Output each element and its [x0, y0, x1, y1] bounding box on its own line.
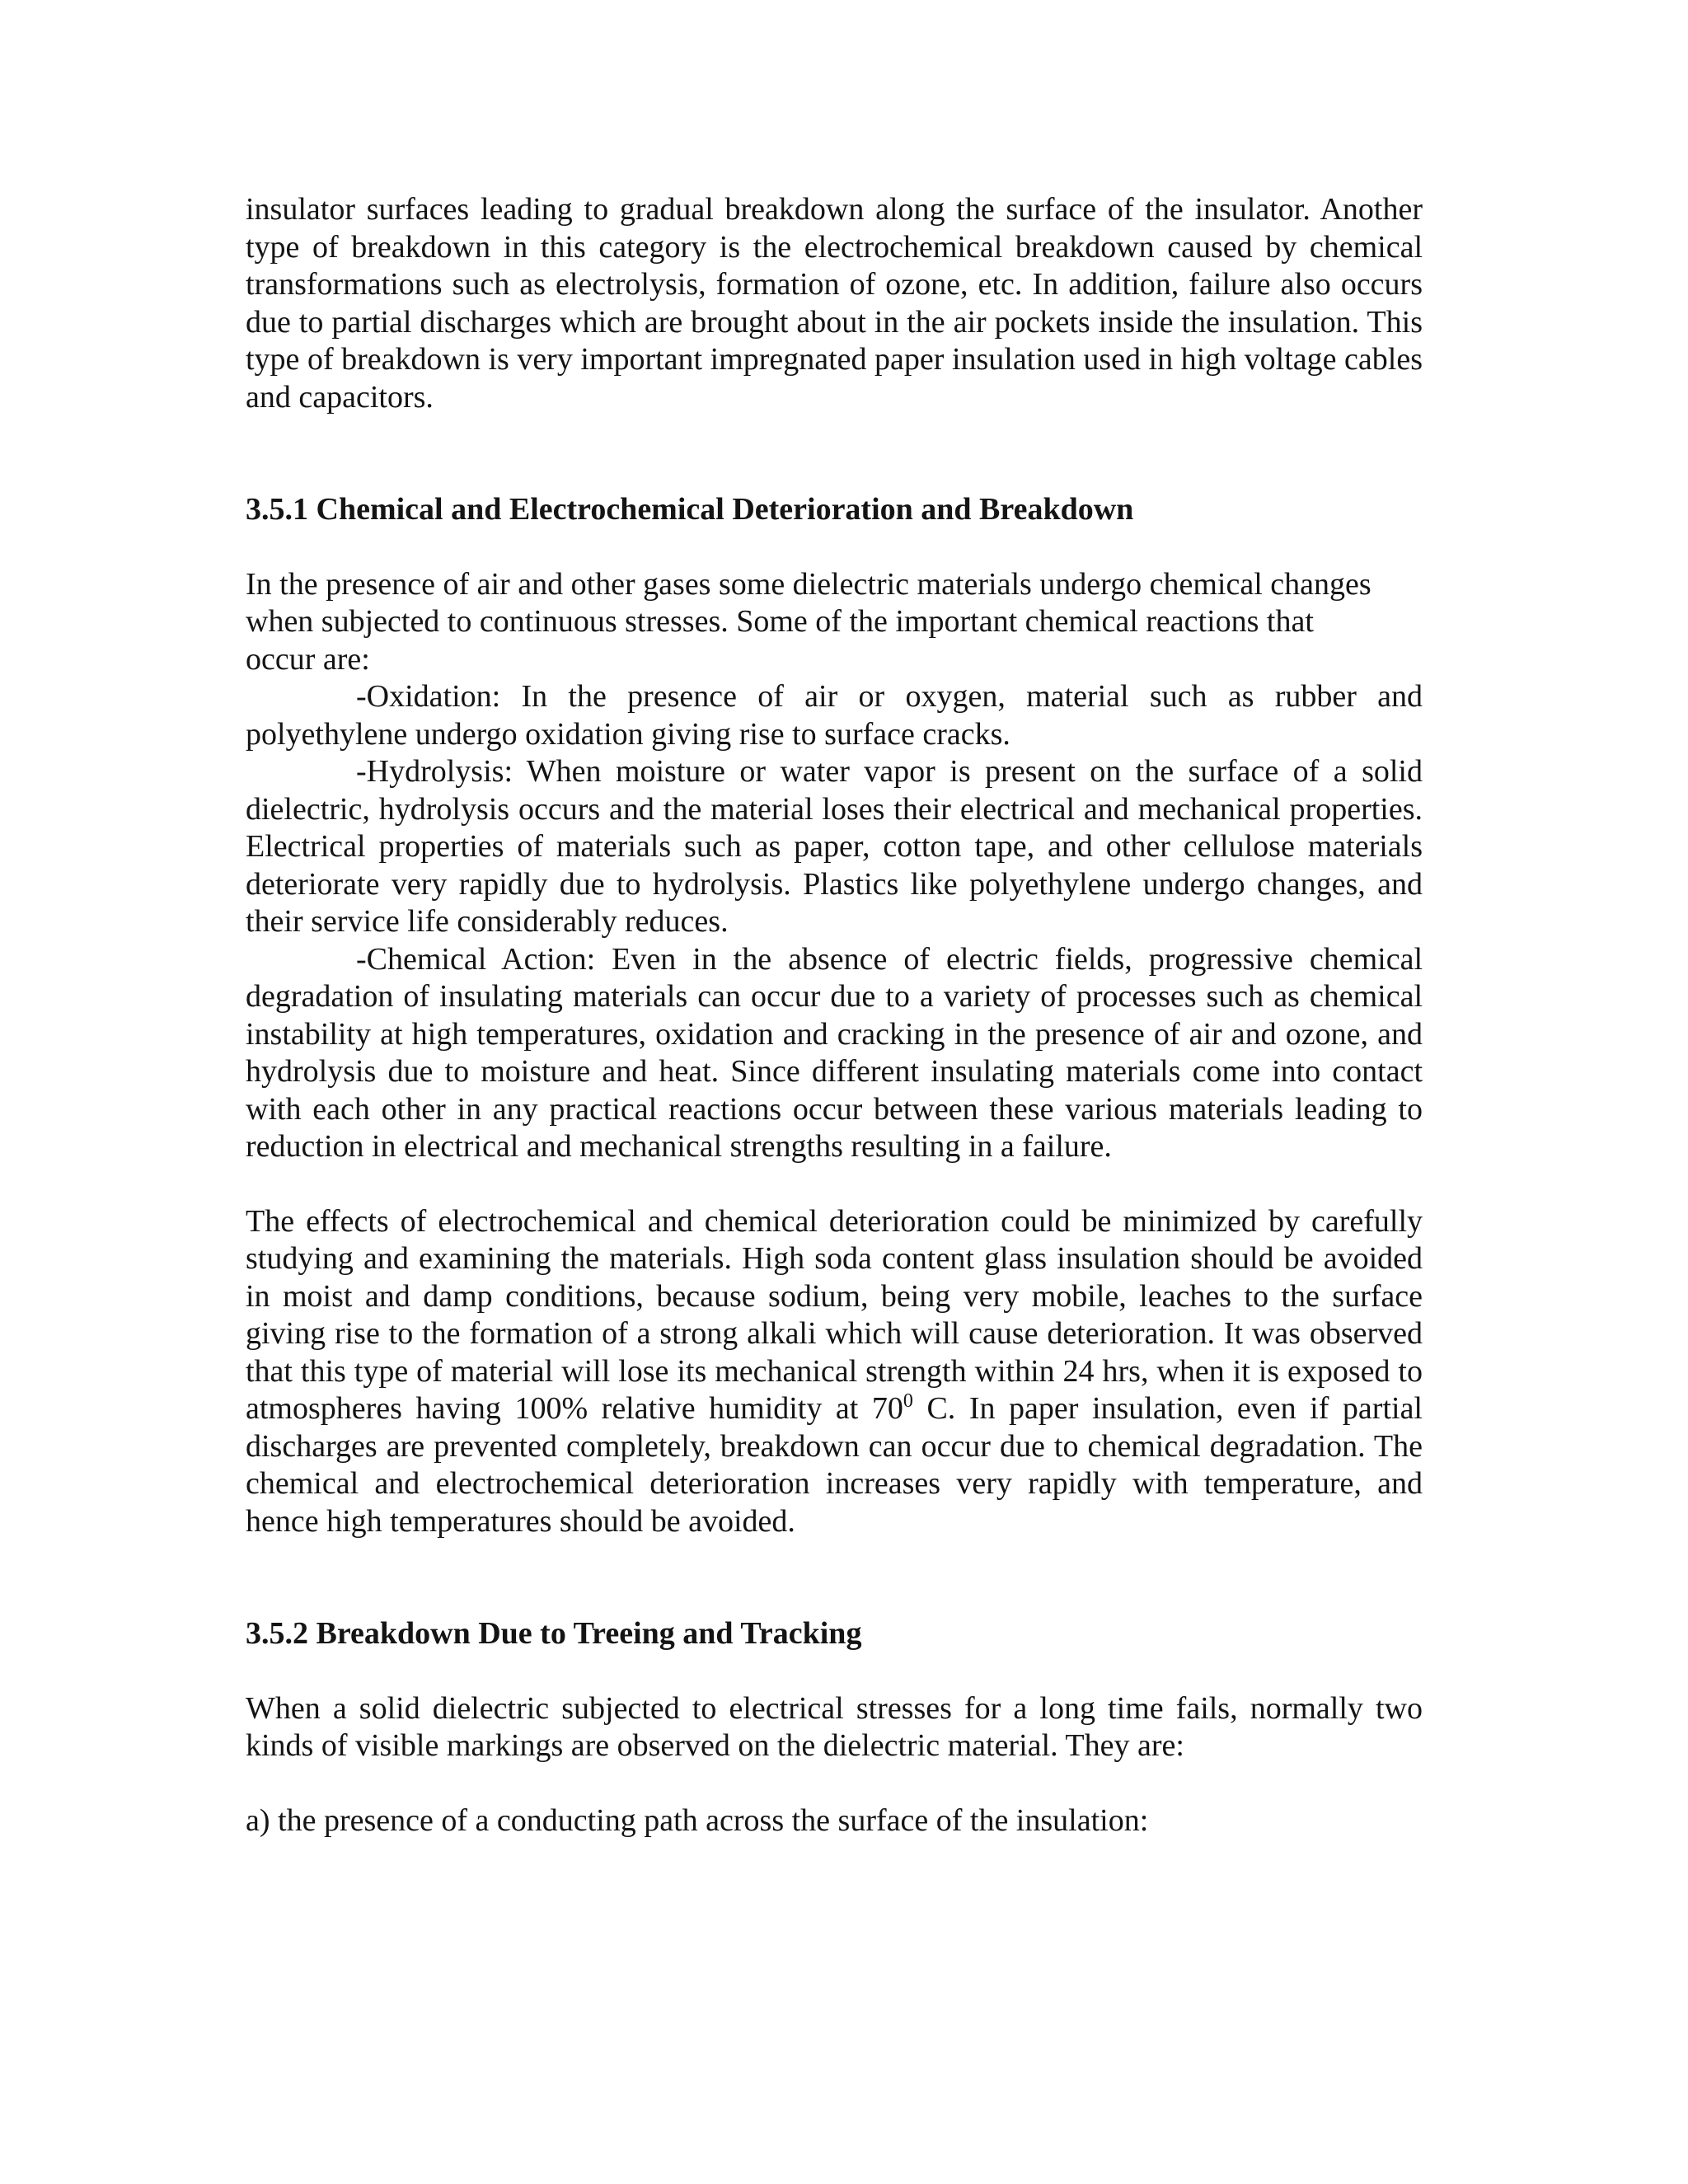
- chemical-changes-intro-line-3: occur are:: [246, 641, 370, 677]
- treeing-tracking-intro: When a solid dielectric subjected to electrical stresses for a long time fails, normally two kinds of visible markings are observed on the dielectric material. They are:: [246, 1690, 1423, 1763]
- section-heading-3-5-1: 3.5.1 Chemical and Electrochemical Deterioration and Breakdown: [246, 492, 1134, 527]
- chemical-changes-intro-line-1: In the presence of air and other gases some dielectric materials undergo chemical changes: [246, 566, 1372, 602]
- page-body: [246, 191, 1423, 1840]
- minimizing-deterioration-text-b: C. In paper insulation, even if partial discharges are prevented completely, breakdown can occur due to chemical degradation. The chemical and electrochemical deterioration increases very rapidly with temperature, and hence high temperatures should be avoided.: [246, 1391, 1423, 1539]
- temperature-superscript: 0: [903, 1390, 913, 1412]
- oxidation-paragraph: -Oxidation: In the presence of air or oxygen, material such as rubber and polyethylene undergo oxidation giving rise to surface cracks.: [246, 679, 1423, 752]
- intro-paragraph: insulator surfaces leading to gradual breakdown along the surface of the insulator. Another type of breakdown in this category is the electrochemical breakdown caused by chemical transformations such as electrolysis, formation of ozone, etc. In addition, failure also occurs due to partial discharges which are brought about in the air pockets inside the insulation. This type of breakdown is very important impregnated paper insulation used in high voltage cables and capacitors.: [246, 192, 1423, 415]
- minimizing-deterioration-paragraph: [246, 1203, 1423, 1541]
- conducting-path-item: a) the presence of a conducting path across the surface of the insulation:: [246, 1802, 1149, 1838]
- minimizing-deterioration-text-a: The effects of electrochemical and chemical deterioration could be minimized by carefully studying and examining the materials. High soda content glass insulation should be avoided in moist and damp conditions, because sodium, being very mobile, leaches to the surface giving rise to the formation of a strong alkali which will cause deterioration. It was observed that this type of material will lose its mechanical strength within 24 hrs, when it is exposed to atmospheres having 100% relative humidity at 70: [246, 1203, 1423, 1426]
- section-heading-3-5-2: 3.5.2 Breakdown Due to Treeing and Tracking: [246, 1616, 862, 1651]
- chemical-changes-intro-line-2: when subjected to continuous stresses. Some of the important chemical reactions that: [246, 604, 1314, 639]
- chemical-action-paragraph: -Chemical Action: Even in the absence of electric fields, progressive chemical degradation of insulating materials can occur due to a variety of processes such as chemical instability at high temperatures, oxidation and cracking in the presence of air and ozone, and hydrolysis due to moisture and heat. Since different insulating materials come into contact with each other in any practical reactions occur between these various materials leading to reduction in electrical and mechanical strengths resulting in a failure.: [246, 941, 1423, 1164]
- chemical-changes-intro: [246, 566, 1423, 679]
- hydrolysis-paragraph: -Hydrolysis: When moisture or water vapor is present on the surface of a solid dielectric, hydrolysis occurs and the material loses their electrical and mechanical properties. Electrical properties of materials such as paper, cotton tape, and other cellulose materials deteriorate very rapidly due to hydrolysis. Plastics like polyethylene undergo changes, and their service life considerably reduces.: [246, 754, 1423, 939]
